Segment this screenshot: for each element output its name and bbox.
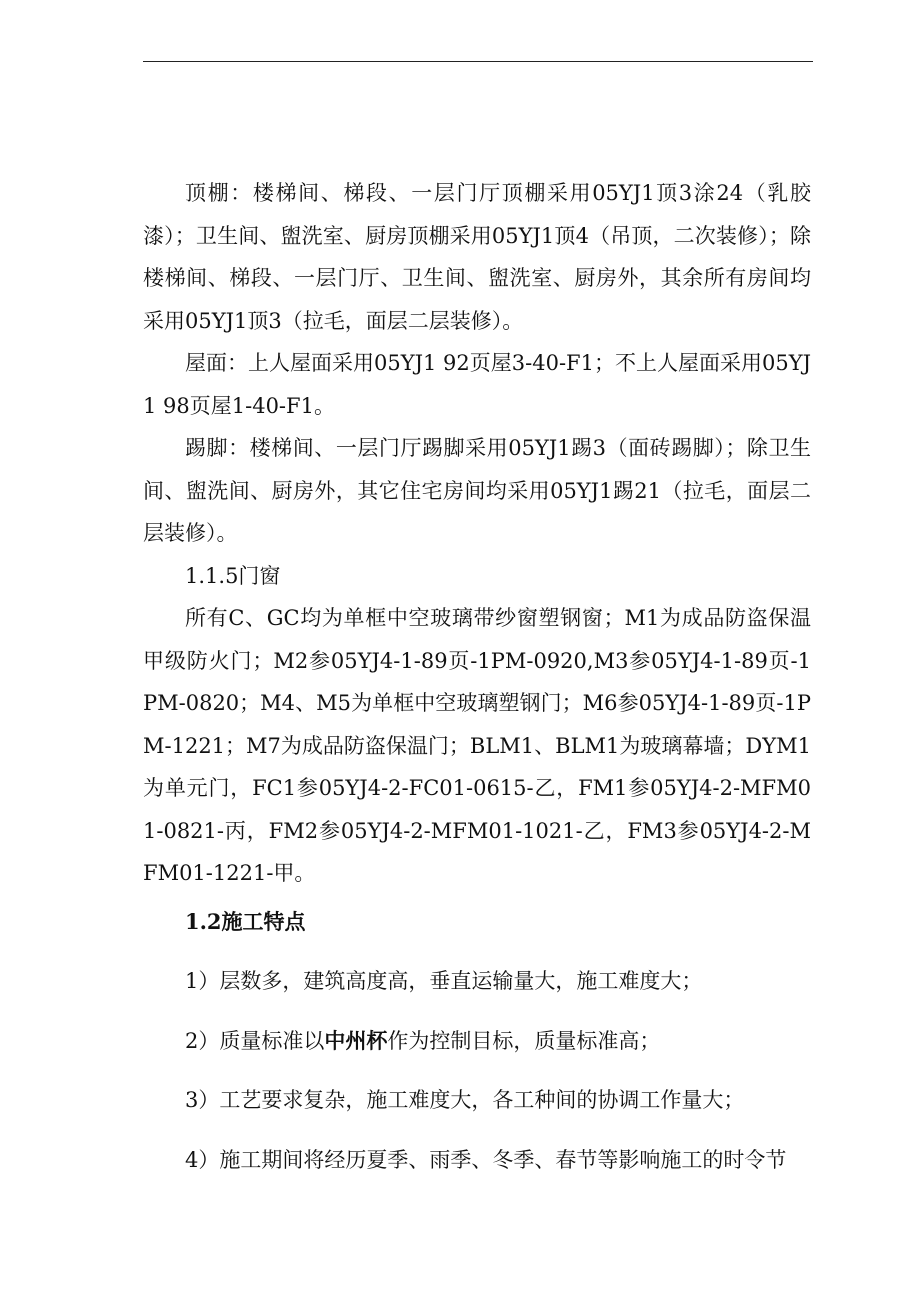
paragraph-doors: 所有C、GC均为单框中空玻璃带纱窗塑钢窗；M1为成品防盗保温甲级防火门；M2参05YJ4-1-89页-1PM-0920,M3参05YJ4-1-89页-1PM-0820；M4、M5为单框中空玻璃塑钢门；M6参05YJ4-1-89页-1PM-1221；M7为成品防盗保温门；BLM1、BLM1为玻璃幕墙；DYM1为单元门，FC1参05YJ4-2-FC01-0615-乙，FM1参05YJ4-2-MFM01-0821-丙，FM2参05YJ4-2-MFM01-1021-乙，FM3参05YJ4-2-MFM01-1221-甲。: [143, 606, 811, 885]
list-item-4: 4）施工期间将经历夏季、雨季、冬季、春节等影响施工的时令节: [185, 1147, 787, 1172]
paragraph-ceiling: 顶棚：楼梯间、梯段、一层门厅顶棚采用05YJ1顶3涂24（乳胶漆）；卫生间、盥洗室、厨房顶棚采用05YJ1顶4（吊顶，二次装修）；除楼梯间、梯段、一层门厅、卫生间、盥洗室、厨房外，其余所有房间均采用05YJ1顶3（拉毛，面层二层装修）。: [143, 181, 811, 333]
section-heading-features: 1.2施工特点: [185, 908, 306, 934]
section-heading-doors: 1.1.5门窗: [185, 563, 281, 588]
list-item-2-suffix: 作为控制目标，质量标准高；: [387, 1028, 661, 1053]
list-item-3: 3）工艺要求复杂，施工难度大，各工种间的协调工作量大；: [185, 1088, 745, 1112]
document-body: [143, 172, 811, 1181]
list-item-2-prefix: 2）质量标准以: [185, 1028, 325, 1053]
list-item-1: 1）层数多，建筑高度高，垂直运输量大，施工难度大；: [185, 969, 703, 993]
paragraph-roof: 屋面：上人屋面采用05YJ1 92页屋3-40-F1；不上人屋面采用05YJ1 98页屋1-40-F1。: [143, 351, 811, 418]
paragraph-skirting: 踢脚：楼梯间、一层门厅踢脚采用05YJ1踢3（面砖踢脚）；除卫生间、盥洗间、厨房外，其它住宅房间均采用05YJ1踢21（拉毛，面层二层装修）。: [143, 436, 811, 545]
header-rule: [143, 61, 813, 62]
list-item-2: [143, 1020, 811, 1063]
list-item-2-emphasis: 中州杯: [324, 1027, 388, 1053]
